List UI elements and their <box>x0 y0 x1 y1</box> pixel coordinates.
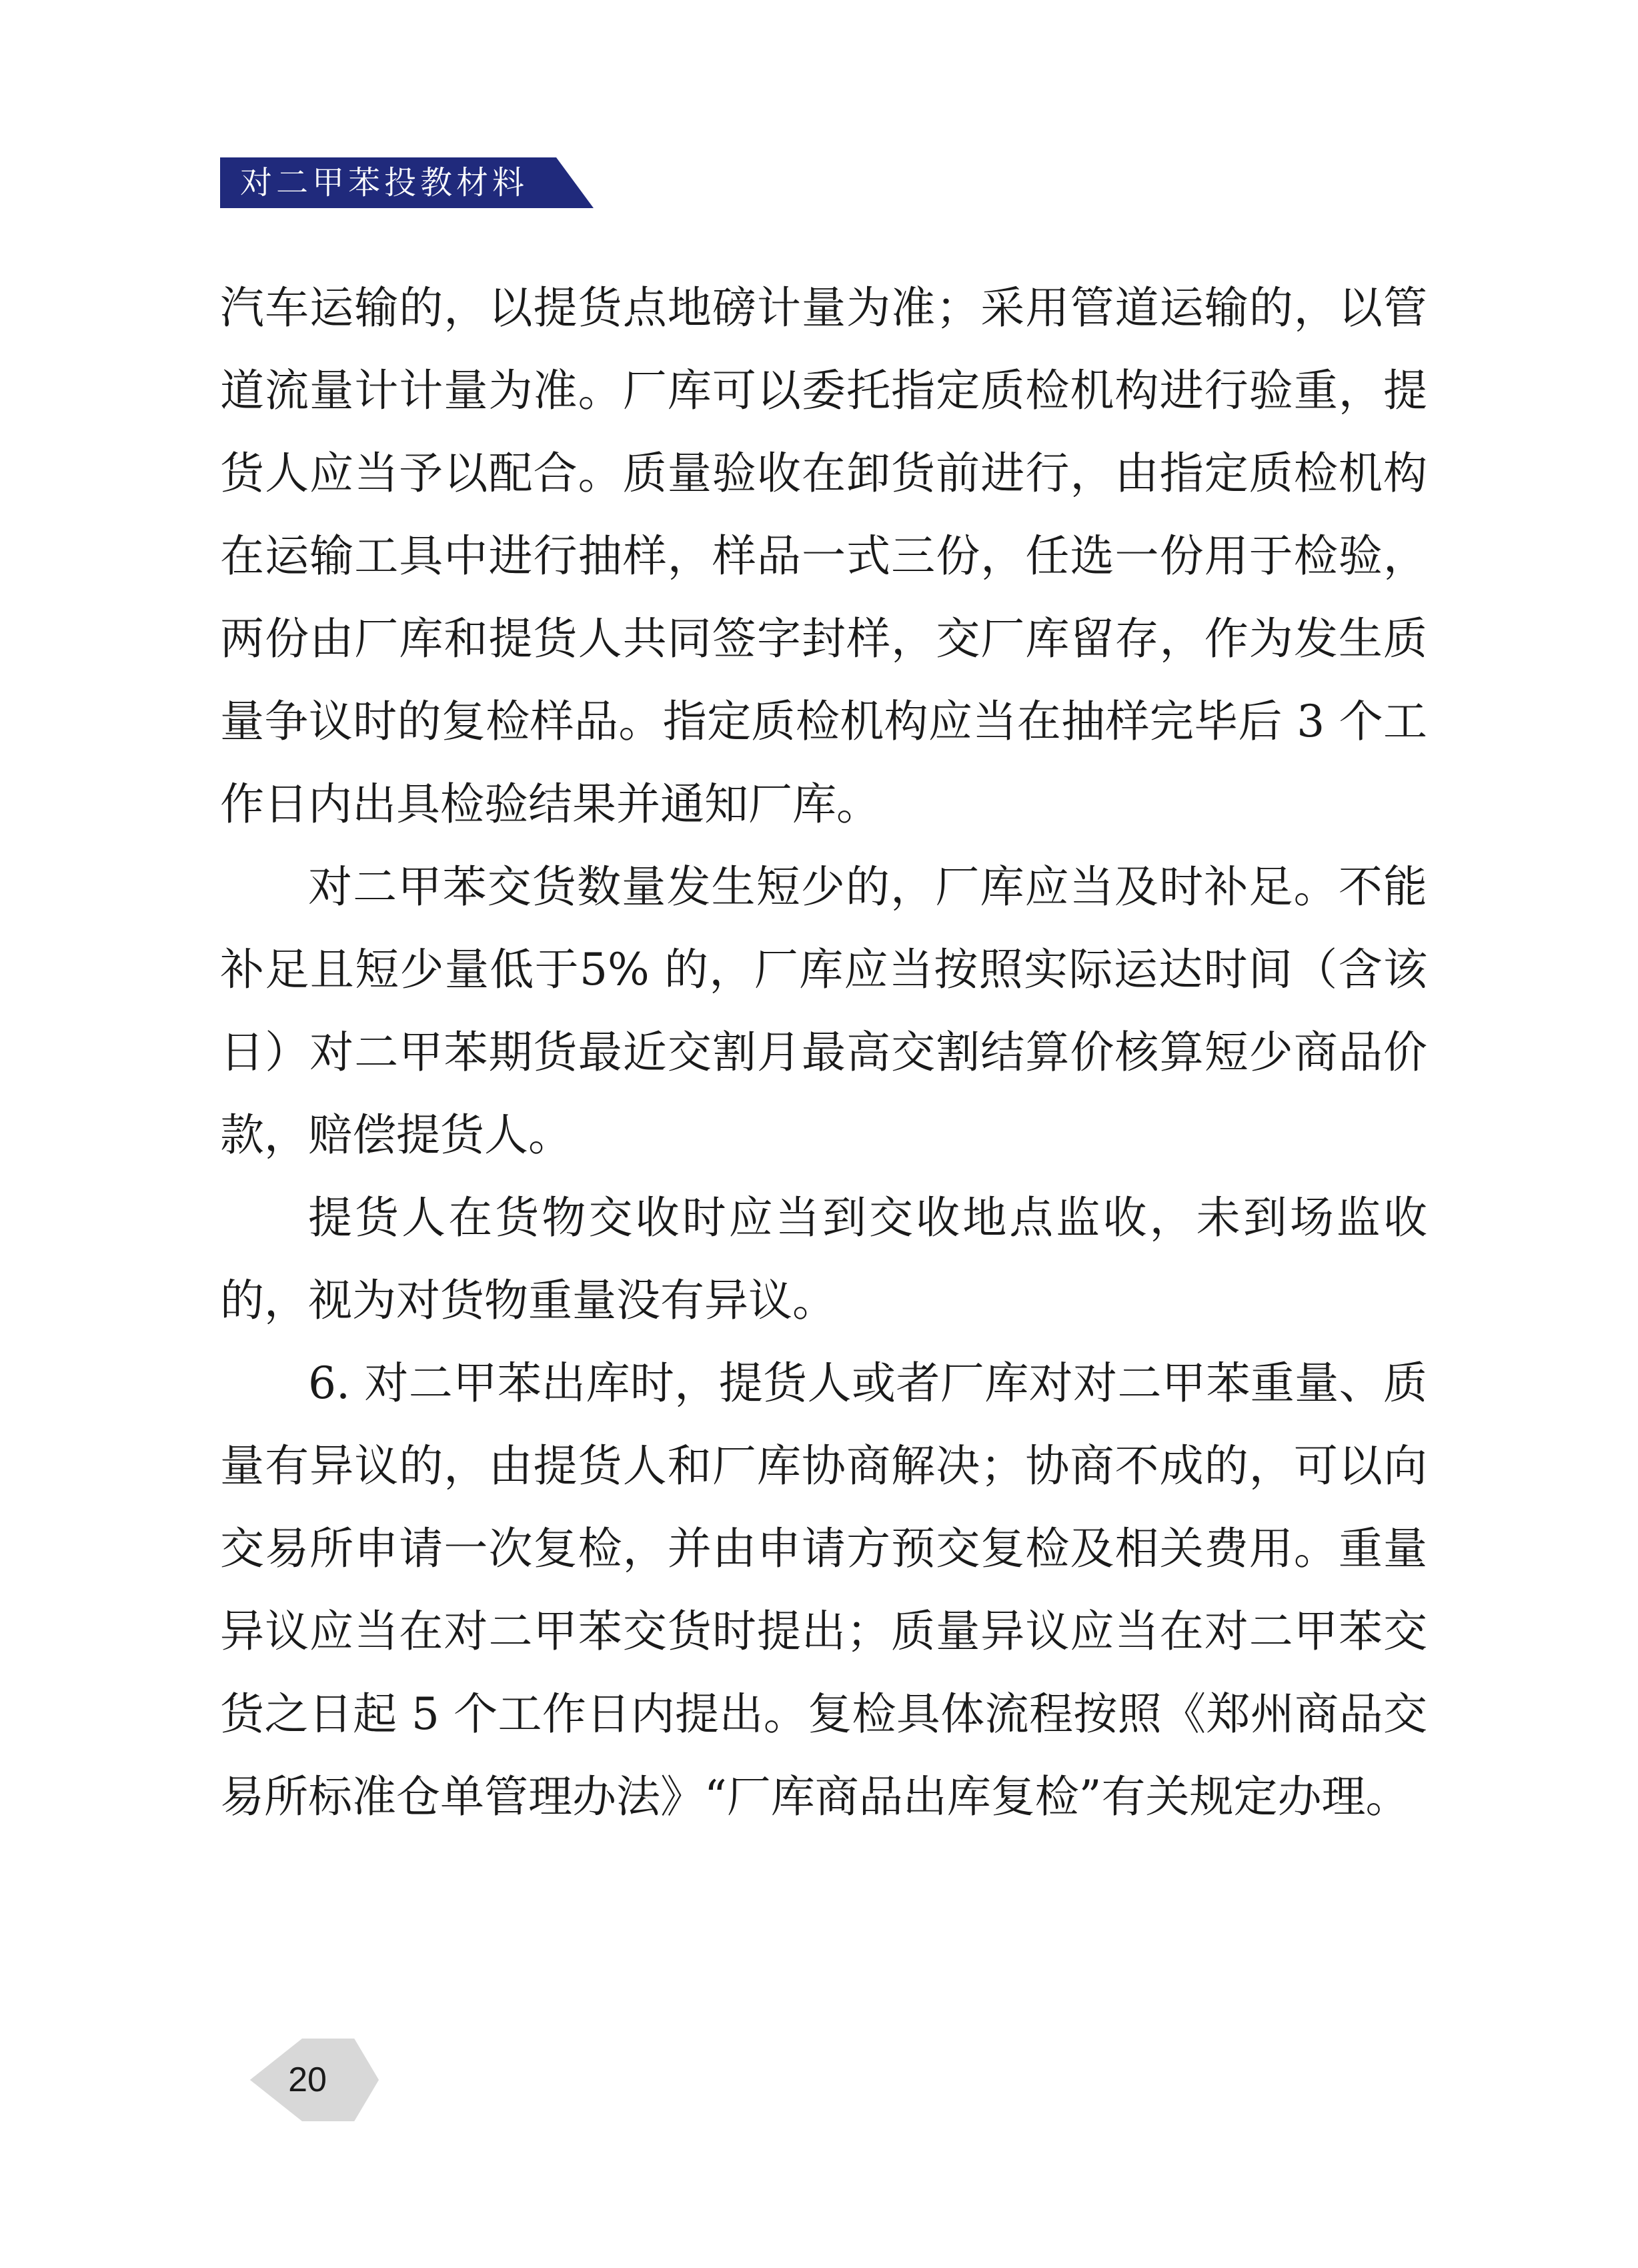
paragraph-reinspection: 6. 对二甲苯出库时，提货人或者厂库对对二甲苯重量、质量有异议的，由提货人和厂库协商解决；协商不成的，可以向交易所申请一次复检，并由申请方预交复检及相关费用。重量异议应当在对二甲苯交货时提出；质量异议应当在对二甲苯交货之日起 5 个工作日内提出。复检具体流程按照《郑州商品交易所标准仓单管理办法》“厂库商品出库复检”有关规定办理。 <box>220 1357 1427 1822</box>
body-text <box>220 267 1427 1838</box>
paragraph-shortage: 对二甲苯交货数量发生短少的，厂库应当及时补足。不能补足且短少量低于5% 的，厂库应当按照实际运达时间（含该日）对二甲苯期货最近交割月最高交割结算价核算短少商品价款，赔偿提货人。 <box>220 861 1427 1161</box>
paragraph-continued: 汽车运输的，以提货点地磅计量为准；采用管道运输的，以管道流量计计量为准。厂库可以委托指定质检机构进行验重，提货人应当予以配合。质量验收在卸货前进行，由指定质检机构在运输工具中进行抽样，样品一式三份，任选一份用于检验，两份由厂库和提货人共同签字封样，交厂库留存，作为发生质量争议时的复检样品。指定质检机构应当在抽样完毕后 3 个工作日内出具检验结果并通知厂库。 <box>220 282 1427 830</box>
paragraph-supervision: 提货人在货物交收时应当到交收地点监收，未到场监收的，视为对货物重量没有异议。 <box>220 1192 1427 1326</box>
header-title: 对二甲苯投教材料 <box>240 164 529 201</box>
page-number: 20 <box>288 2061 327 2099</box>
